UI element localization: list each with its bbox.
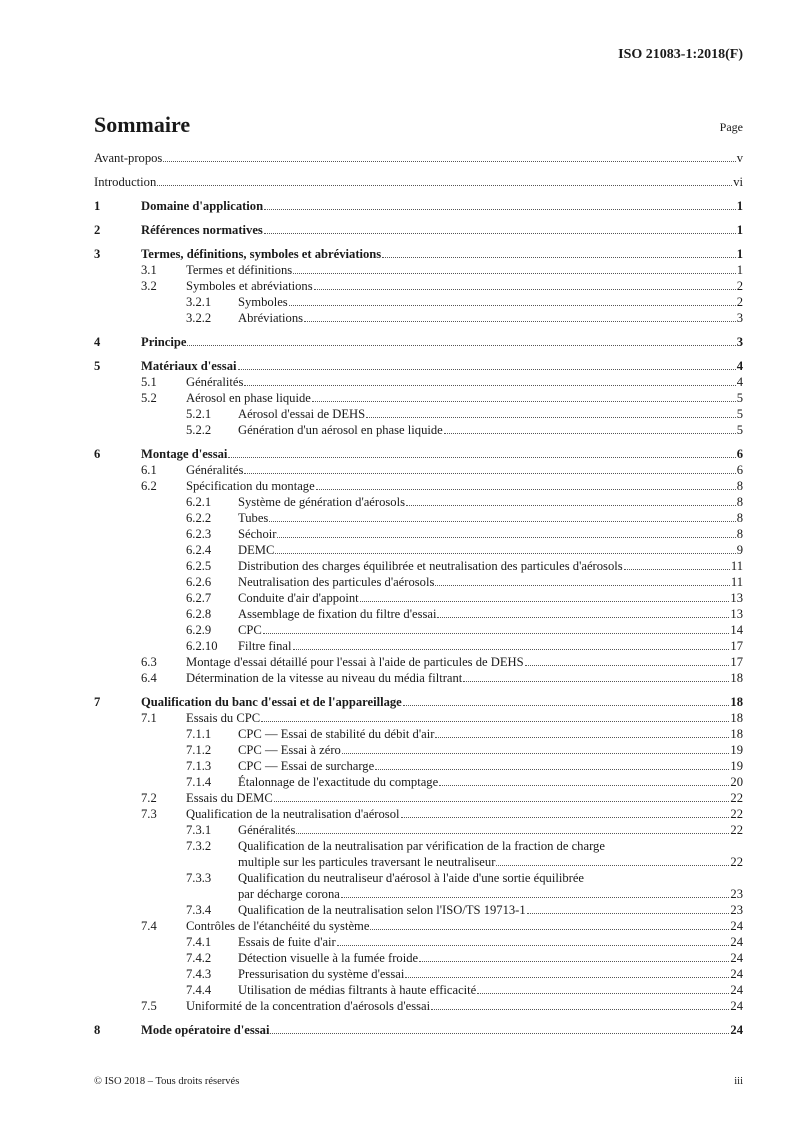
toc-entry[interactable] bbox=[94, 918, 743, 934]
toc-entry[interactable] bbox=[94, 638, 743, 654]
toc-entry[interactable] bbox=[94, 574, 743, 590]
toc-entry-title: CPC — Essai de stabilité du débit d'air bbox=[238, 727, 435, 741]
toc-entry[interactable] bbox=[94, 822, 743, 838]
toc-entry[interactable] bbox=[94, 998, 743, 1014]
toc-entry-title: Aérosol d'essai de DEHS bbox=[238, 407, 366, 421]
toc-leader-dots bbox=[263, 623, 730, 634]
toc-entry-number: 7.3 bbox=[141, 807, 157, 821]
toc-entry-page: 8 bbox=[736, 495, 743, 509]
toc-entry-number: 6.1 bbox=[141, 463, 157, 477]
toc-spacer bbox=[94, 190, 743, 198]
toc-entry-title: par décharge corona bbox=[238, 887, 340, 901]
toc-leader-dots bbox=[277, 527, 735, 538]
toc-entry-page: 1 bbox=[736, 199, 743, 213]
toc-entry[interactable] bbox=[94, 278, 743, 294]
toc-entry-page: 24 bbox=[730, 967, 743, 981]
toc-entry-number: 6.2.1 bbox=[186, 495, 212, 509]
toc-leader-dots bbox=[624, 559, 730, 570]
toc-entry-number: 7.4.4 bbox=[186, 983, 212, 997]
toc-entry-title: Détermination de la vitesse au niveau du média filtrant bbox=[186, 671, 463, 685]
toc-entry-title: Génération d'un aérosol en phase liquide bbox=[238, 423, 443, 437]
toc-spacer bbox=[94, 214, 743, 222]
toc-entry-page: 2 bbox=[736, 295, 743, 309]
toc-leader-dots bbox=[405, 967, 729, 978]
toc-leader-dots bbox=[342, 743, 730, 754]
toc-entry-page: 5 bbox=[736, 407, 743, 421]
toc-entry-page: 4 bbox=[736, 375, 743, 389]
toc-entry-number: 7.1.3 bbox=[186, 759, 212, 773]
toc-spacer bbox=[94, 238, 743, 246]
toc-entry-title: Abréviations bbox=[238, 311, 304, 325]
toc-entry-title: Références normatives bbox=[141, 223, 263, 237]
toc-entry-title: Utilisation de médias filtrants à haute efficacité bbox=[238, 983, 477, 997]
toc-entry-title: Conduite d'air d'appoint bbox=[238, 591, 359, 605]
toc-entry-title: Essais du CPC bbox=[186, 711, 261, 725]
toc-entry-page: 8 bbox=[736, 479, 743, 493]
toc-leader-dots bbox=[316, 479, 736, 490]
toc-entry-page: 22 bbox=[730, 855, 743, 869]
toc-entry-page: 1 bbox=[736, 247, 743, 261]
toc-entry[interactable] bbox=[94, 150, 743, 166]
toc-entry-page: 19 bbox=[730, 759, 743, 773]
toc-entry[interactable] bbox=[94, 262, 743, 278]
toc-entry-page: 19 bbox=[730, 743, 743, 757]
toc-entry-title: Détection visuelle à la fumée froide bbox=[238, 951, 419, 965]
toc-entry-title: Avant-propos bbox=[94, 151, 163, 165]
toc-entry-title: Distribution des charges équilibrée et neutralisation des particules d'aérosols bbox=[238, 559, 623, 573]
toc-entry-page: 1 bbox=[736, 263, 743, 277]
toc-entry-page: 23 bbox=[730, 887, 743, 901]
toc-entry-page: 18 bbox=[730, 727, 743, 741]
toc-entry-page: vi bbox=[733, 175, 743, 189]
toc-entry-page: 2 bbox=[736, 279, 743, 293]
toc-entry-page: 24 bbox=[730, 935, 743, 949]
toc-entry[interactable] bbox=[94, 806, 743, 822]
toc-entry-page: 24 bbox=[730, 999, 743, 1013]
toc-leader-dots bbox=[274, 791, 730, 802]
toc-entry-page: 24 bbox=[730, 983, 743, 997]
toc-entry-page: 22 bbox=[730, 807, 743, 821]
toc-entry-number: 6.2.2 bbox=[186, 511, 212, 525]
toc-entry-title: Étalonnage de l'exactitude du comptage bbox=[238, 775, 439, 789]
toc-entry-title: Termes, définitions, symboles et abréviations bbox=[141, 247, 382, 261]
toc-entry-page: 8 bbox=[736, 527, 743, 541]
toc-entry-number: 5.2 bbox=[141, 391, 157, 405]
toc-entry-number: 7.5 bbox=[141, 999, 157, 1013]
toc-entry-title: Qualification de la neutralisation selon l'ISO/TS 19713-1 bbox=[238, 903, 526, 917]
toc-entry-page: 9 bbox=[736, 543, 743, 557]
toc-leader-dots bbox=[275, 543, 735, 554]
toc-entry-title: Symboles et abréviations bbox=[186, 279, 313, 293]
toc-entry-number: 5.1 bbox=[141, 375, 157, 389]
toc-entry-page: 4 bbox=[736, 359, 743, 373]
toc-entry[interactable] bbox=[94, 790, 743, 806]
toc-entry-title: Principe bbox=[141, 335, 187, 349]
toc-leader-dots bbox=[293, 639, 730, 650]
toc-entry-title-line1: Qualification de la neutralisation par vérification de la fraction de charge bbox=[238, 839, 605, 853]
toc-spacer bbox=[94, 326, 743, 334]
toc-entry[interactable] bbox=[94, 446, 743, 462]
toc-entry-number: 6.2.3 bbox=[186, 527, 212, 541]
toc-entry-title: Neutralisation des particules d'aérosols bbox=[238, 575, 435, 589]
toc-leader-dots bbox=[496, 855, 729, 866]
toc-leader-dots bbox=[157, 175, 732, 186]
toc-leader-dots bbox=[228, 447, 735, 458]
toc-entry-title: Système de génération d'aérosols bbox=[238, 495, 405, 509]
toc-entry[interactable] bbox=[94, 526, 743, 542]
copyright-notice: © ISO 2018 – Tous droits réservés bbox=[94, 1076, 240, 1087]
toc-entry-number: 3.2.1 bbox=[186, 295, 212, 309]
toc-entry[interactable] bbox=[94, 558, 743, 574]
toc-entry-number: 7.4.1 bbox=[186, 935, 212, 949]
toc-entry-page: 5 bbox=[736, 423, 743, 437]
toc-entry-number: 6.3 bbox=[141, 655, 157, 669]
toc-entry[interactable] bbox=[94, 462, 743, 478]
toc-entry-number: 7.1 bbox=[141, 711, 157, 725]
toc-spacer bbox=[94, 1014, 743, 1022]
toc-leader-dots bbox=[444, 423, 736, 434]
toc-entry-title: Essais du DEMC bbox=[186, 791, 273, 805]
toc-entry-number: 2 bbox=[94, 223, 101, 237]
toc-leader-dots bbox=[341, 887, 730, 898]
toc-spacer bbox=[94, 686, 743, 694]
toc-leader-dots bbox=[304, 311, 736, 322]
toc-entry-number: 6.2 bbox=[141, 479, 157, 493]
toc-leader-dots bbox=[293, 263, 736, 274]
toc-entry-page: v bbox=[736, 151, 743, 165]
page-column-label: Page bbox=[719, 120, 743, 134]
toc-entry[interactable] bbox=[94, 590, 743, 606]
toc-entry-page: 23 bbox=[730, 903, 743, 917]
toc-entry-page: 14 bbox=[730, 623, 743, 637]
toc-entry-page: 13 bbox=[730, 591, 743, 605]
toc-entry-number: 3 bbox=[94, 247, 101, 261]
toc-entry[interactable] bbox=[94, 710, 743, 726]
toc-entry-page: 24 bbox=[730, 919, 743, 933]
toc-leader-dots bbox=[289, 295, 736, 306]
toc-entry-page: 11 bbox=[730, 559, 743, 573]
toc-leader-dots bbox=[370, 919, 729, 930]
toc-entry-number: 6.2.7 bbox=[186, 591, 212, 605]
toc-entry[interactable] bbox=[94, 358, 743, 374]
toc-leader-dots bbox=[525, 655, 730, 666]
toc-leader-dots bbox=[463, 671, 729, 682]
toc-entry-title: CPC — Essai à zéro bbox=[238, 743, 341, 757]
toc-leader-dots bbox=[477, 983, 729, 994]
toc-leader-dots bbox=[261, 711, 729, 722]
toc-leader-dots bbox=[264, 223, 736, 234]
toc-entry-number: 6.4 bbox=[141, 671, 157, 685]
toc-entry[interactable] bbox=[94, 478, 743, 494]
toc-leader-dots bbox=[435, 575, 729, 586]
toc-entry-title: Spécification du montage bbox=[186, 479, 315, 493]
toc-entry-page: 6 bbox=[736, 447, 743, 461]
toc-entry-number: 3.2 bbox=[141, 279, 157, 293]
toc-entry-title: Généralités bbox=[186, 463, 244, 477]
toc-entry-title: Domaine d'application bbox=[141, 199, 264, 213]
toc-entry-number: 6.2.4 bbox=[186, 543, 212, 557]
toc-entry-number: 6.2.8 bbox=[186, 607, 212, 621]
toc-entry[interactable] bbox=[94, 622, 743, 638]
toc-entry-page: 18 bbox=[730, 695, 743, 709]
toc-entry-title: Filtre final bbox=[238, 639, 292, 653]
toc-entry-number: 7.3.2 bbox=[186, 839, 212, 853]
toc-entry-page: 22 bbox=[730, 823, 743, 837]
toc-spacer bbox=[94, 438, 743, 446]
toc-entry[interactable] bbox=[94, 670, 743, 686]
toc-entry[interactable] bbox=[94, 174, 743, 190]
toc-entry-number: 7.1.2 bbox=[186, 743, 212, 757]
toc-entry-number: 6.2.5 bbox=[186, 559, 212, 573]
toc-entry-title: Assemblage de fixation du filtre d'essai bbox=[238, 607, 437, 621]
toc-entry[interactable] bbox=[94, 246, 743, 262]
toc-entry[interactable] bbox=[94, 542, 743, 558]
toc-entry-page: 11 bbox=[730, 575, 743, 589]
toc-entry-page: 17 bbox=[730, 639, 743, 653]
page-number: iii bbox=[734, 1076, 743, 1087]
toc-entry-number: 7.2 bbox=[141, 791, 157, 805]
toc-entry[interactable] bbox=[94, 422, 743, 438]
toc-leader-dots bbox=[439, 775, 729, 786]
toc-leader-dots bbox=[403, 695, 730, 706]
toc-leader-dots bbox=[431, 999, 729, 1010]
toc-entry-page: 3 bbox=[736, 311, 743, 325]
toc-leader-dots bbox=[437, 607, 729, 618]
toc-entry[interactable] bbox=[94, 694, 743, 710]
toc-entry-title: Qualification du banc d'essai et de l'appareillage bbox=[141, 695, 402, 709]
toc-leader-dots bbox=[238, 359, 736, 370]
toc-entry[interactable] bbox=[94, 198, 743, 214]
toc-leader-dots bbox=[401, 807, 730, 818]
toc-entry[interactable] bbox=[94, 950, 743, 966]
toc-entry-number: 3.1 bbox=[141, 263, 157, 277]
toc-entry-number: 4 bbox=[94, 335, 101, 349]
toc-leader-dots bbox=[296, 823, 729, 834]
toc-entry-number: 6.2.6 bbox=[186, 575, 212, 589]
toc-entry-title: multiple sur les particules traversant le neutraliseur bbox=[238, 855, 496, 869]
toc-entry[interactable] bbox=[94, 606, 743, 622]
toc-entry[interactable] bbox=[94, 934, 743, 950]
toc-entry[interactable] bbox=[94, 982, 743, 998]
toc-entry-title: Termes et définitions bbox=[186, 263, 293, 277]
toc-entry[interactable] bbox=[94, 870, 743, 902]
toc-entry[interactable] bbox=[94, 222, 743, 238]
toc-entry-number: 3.2.2 bbox=[186, 311, 212, 325]
toc-entry-title: Essais de fuite d'air bbox=[238, 935, 336, 949]
toc-entry[interactable] bbox=[94, 774, 743, 790]
toc-leader-dots bbox=[312, 391, 736, 402]
toc-leader-dots bbox=[435, 727, 729, 738]
toc-entry-title: CPC — Essai de surcharge bbox=[238, 759, 375, 773]
toc-entry-title: Aérosol en phase liquide bbox=[186, 391, 311, 405]
toc-entry-title: DEMC bbox=[238, 543, 275, 557]
toc-leader-dots bbox=[244, 463, 735, 474]
toc-entry-page: 3 bbox=[736, 335, 743, 349]
toc-entry-number: 7.1.1 bbox=[186, 727, 212, 741]
toc-entry[interactable] bbox=[94, 510, 743, 526]
toc-leader-dots bbox=[244, 375, 735, 386]
toc-leader-dots bbox=[163, 151, 735, 162]
toc-entry-page: 1 bbox=[736, 223, 743, 237]
toc-entry-title: Généralités bbox=[238, 823, 296, 837]
toc-entry-number: 6.2.9 bbox=[186, 623, 212, 637]
toc-entry[interactable] bbox=[94, 758, 743, 774]
toc-entry-title: Montage d'essai détaillé pour l'essai à l'aide de particules de DEHS bbox=[186, 655, 524, 669]
toc-leader-dots bbox=[527, 903, 730, 914]
toc-entry-title: CPC bbox=[238, 623, 262, 637]
toc-entry-number: 7.3.3 bbox=[186, 871, 212, 885]
toc-leader-dots bbox=[264, 199, 736, 210]
toc-entry-page: 8 bbox=[736, 511, 743, 525]
toc-spacer bbox=[94, 350, 743, 358]
toc-leader-dots bbox=[406, 495, 736, 506]
toc-entry[interactable] bbox=[94, 494, 743, 510]
toc-entry-title: Montage d'essai bbox=[141, 447, 228, 461]
toc-entry-title: Symboles bbox=[238, 295, 288, 309]
toc-entry-page: 13 bbox=[730, 607, 743, 621]
toc-leader-dots bbox=[187, 335, 735, 346]
toc-entry[interactable] bbox=[94, 742, 743, 758]
toc-entry-page: 24 bbox=[730, 951, 743, 965]
toc-entry-number: 7.4.2 bbox=[186, 951, 212, 965]
toc-entry[interactable] bbox=[94, 406, 743, 422]
toc-entry[interactable] bbox=[94, 334, 743, 350]
toc-entry[interactable] bbox=[94, 294, 743, 310]
toc-entry-title: Qualification de la neutralisation d'aérosol bbox=[186, 807, 400, 821]
toc-entry[interactable] bbox=[94, 966, 743, 982]
toc-entry[interactable] bbox=[94, 838, 743, 870]
toc-entry[interactable] bbox=[94, 902, 743, 918]
toc-entry[interactable] bbox=[94, 1022, 743, 1038]
toc-entry[interactable] bbox=[94, 654, 743, 670]
toc-leader-dots bbox=[419, 951, 729, 962]
toc-entry-page: 17 bbox=[730, 655, 743, 669]
toc-entry-title: Pressurisation du système d'essai bbox=[238, 967, 405, 981]
toc-spacer bbox=[94, 166, 743, 174]
toc-entry-title-line1: Qualification du neutraliseur d'aérosol à l'aide d'une sortie équilibrée bbox=[238, 871, 585, 885]
toc-entry-number: 5 bbox=[94, 359, 101, 373]
toc-entry-title: Tubes bbox=[238, 511, 269, 525]
toc-entry-page: 22 bbox=[730, 791, 743, 805]
toc-leader-dots bbox=[366, 407, 736, 418]
toc-leader-dots bbox=[270, 1023, 729, 1034]
toc-entry-number: 1 bbox=[94, 199, 101, 213]
table-of-contents bbox=[94, 150, 743, 1038]
toc-entry-number: 8 bbox=[94, 1023, 101, 1037]
toc-entry-number: 7.3.1 bbox=[186, 823, 212, 837]
toc-entry[interactable] bbox=[94, 390, 743, 406]
toc-entry-number: 7.1.4 bbox=[186, 775, 212, 789]
toc-leader-dots bbox=[382, 247, 735, 258]
toc-entry-number: 6 bbox=[94, 447, 101, 461]
toc-entry-page: 20 bbox=[730, 775, 743, 789]
toc-entry-number: 6.2.10 bbox=[186, 639, 218, 653]
toc-entry-page: 5 bbox=[736, 391, 743, 405]
toc-entry-title: Introduction bbox=[94, 175, 157, 189]
toc-entry-title: Mode opératoire d'essai bbox=[141, 1023, 270, 1037]
toc-entry-page: 24 bbox=[730, 1023, 743, 1037]
toc-leader-dots bbox=[375, 759, 729, 770]
toc-entry[interactable] bbox=[94, 310, 743, 326]
toc-entry-title: Matériaux d'essai bbox=[141, 359, 237, 373]
toc-leader-dots bbox=[314, 279, 736, 290]
toc-entry-title: Généralités bbox=[186, 375, 244, 389]
toc-entry-title: Uniformité de la concentration d'aérosols d'essai bbox=[186, 999, 431, 1013]
toc-entry[interactable] bbox=[94, 726, 743, 742]
toc-entry-title: Séchoir bbox=[238, 527, 277, 541]
toc-entry[interactable] bbox=[94, 374, 743, 390]
toc-entry-number: 7.3.4 bbox=[186, 903, 212, 917]
toc-entry-number: 7.4.3 bbox=[186, 967, 212, 981]
toc-entry-page: 18 bbox=[730, 671, 743, 685]
toc-entry-page: 18 bbox=[730, 711, 743, 725]
toc-entry-number: 7.4 bbox=[141, 919, 157, 933]
toc-entry-number: 7 bbox=[94, 695, 101, 709]
toc-entry-title: Contrôles de l'étanchéité du système bbox=[186, 919, 370, 933]
toc-leader-dots bbox=[269, 511, 735, 522]
toc-entry-number: 5.2.2 bbox=[186, 423, 212, 437]
toc-entry-number: 5.2.1 bbox=[186, 407, 212, 421]
toc-leader-dots bbox=[360, 591, 730, 602]
toc-entry-page: 6 bbox=[736, 463, 743, 477]
page-title: Sommaire bbox=[94, 112, 191, 137]
toc-leader-dots bbox=[337, 935, 730, 946]
document-id: ISO 21083-1:2018(F) bbox=[618, 47, 743, 62]
